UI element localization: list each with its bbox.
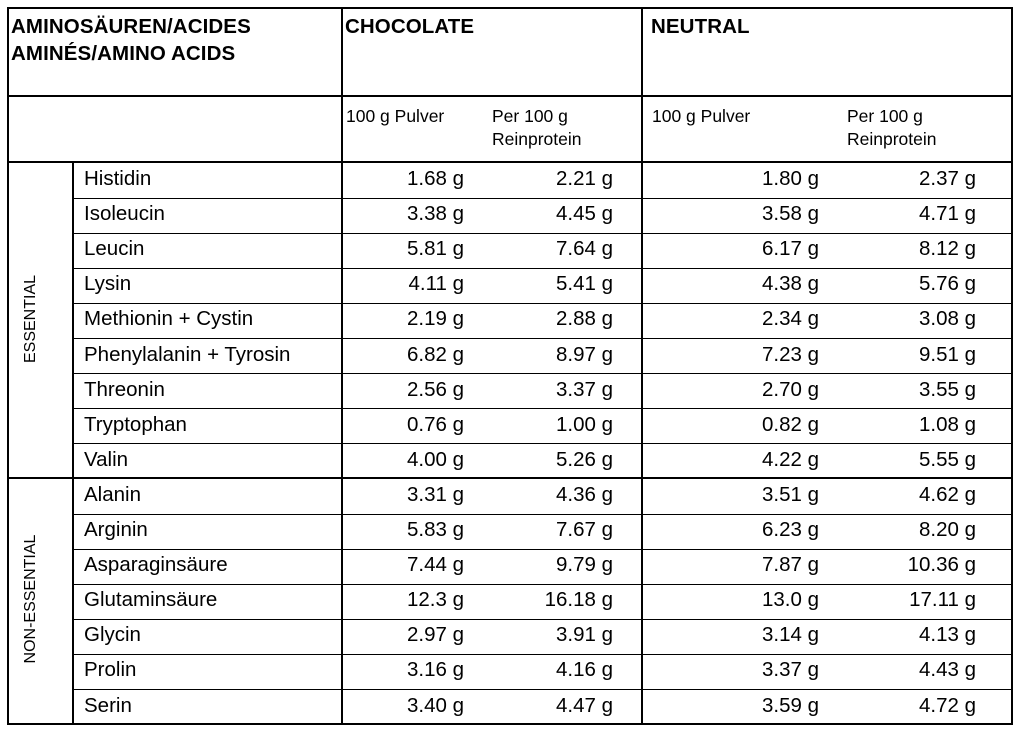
table-row xyxy=(9,409,1011,444)
table-row xyxy=(9,549,1011,584)
amino-acid-table xyxy=(7,7,1013,725)
chocolate-protein-value: 1.00 g xyxy=(556,412,613,436)
chocolate-powder-value: 7.44 g xyxy=(407,553,464,577)
chocolate-protein-value: 16.18 g xyxy=(544,588,613,612)
amino-acid-name: Lysin xyxy=(84,272,132,296)
table-row xyxy=(9,303,1011,338)
neutral-protein-value: 2.37 g xyxy=(919,167,976,190)
table-row xyxy=(9,163,1011,198)
header-divider xyxy=(9,95,1011,97)
chocolate-protein-value: 7.64 g xyxy=(556,237,613,261)
chocolate-powder-value: 4.11 g xyxy=(408,272,464,296)
chocolate-protein-value: 5.41 g xyxy=(556,272,613,296)
chocolate-powder-value: 3.16 g xyxy=(407,658,464,682)
neutral-powder-value: 4.38 g xyxy=(762,272,819,296)
neutral-protein-value: 4.13 g xyxy=(919,623,976,647)
chocolate-powder-value: 1.68 g xyxy=(407,167,464,190)
chocolate-powder-value: 12.3 g xyxy=(407,588,464,612)
chocolate-powder-value: 2.19 g xyxy=(407,307,464,331)
chocolate-protein-value: 4.36 g xyxy=(556,482,613,506)
amino-acid-name: Leucin xyxy=(84,237,145,261)
chocolate-powder-value: 3.38 g xyxy=(407,202,464,226)
amino-acid-name: Asparaginsäure xyxy=(84,553,228,577)
amino-acid-name: Histidin xyxy=(84,167,152,190)
table-row xyxy=(9,233,1011,268)
chocolate-protein-value: 5.26 g xyxy=(556,447,613,471)
header-amino-line1: AMINOSÄUREN/ACIDES xyxy=(11,15,251,38)
neutral-powder-value: 7.23 g xyxy=(762,342,819,366)
neutral-powder-value: 2.34 g xyxy=(762,307,819,331)
amino-acid-name: Methionin + Cystin xyxy=(84,307,254,331)
neutral-powder-value: 3.14 g xyxy=(762,623,819,647)
neutral-protein-value: 3.55 g xyxy=(919,377,976,401)
neutral-powder-value: 6.23 g xyxy=(762,518,819,541)
neutral-protein-value: 8.12 g xyxy=(919,237,976,261)
amino-acid-name: Glutaminsäure xyxy=(84,588,218,612)
table-row xyxy=(9,514,1011,549)
chocolate-powder-value: 2.97 g xyxy=(407,623,464,647)
neutral-protein-value: 5.55 g xyxy=(919,447,976,471)
amino-acid-name: Isoleucin xyxy=(84,202,165,226)
neutral-protein-value: 4.71 g xyxy=(919,202,976,226)
table-row xyxy=(9,268,1011,303)
amino-acid-name: Arginin xyxy=(84,518,148,541)
neutral-protein-value: 8.20 g xyxy=(919,518,976,541)
header-amino-acids xyxy=(11,13,251,67)
neutral-powder-value: 4.22 g xyxy=(762,447,819,471)
amino-acid-name: Prolin xyxy=(84,658,137,682)
table-row xyxy=(9,619,1011,654)
group-label-essential: ESSENTIAL xyxy=(22,274,39,364)
table-row xyxy=(9,584,1011,619)
neutral-powder-value: 0.82 g xyxy=(762,412,819,436)
chocolate-powder-value: 5.81 g xyxy=(407,237,464,261)
amino-acid-name: Threonin xyxy=(84,377,165,401)
neutral-protein-value: 17.11 g xyxy=(909,588,976,612)
chocolate-protein-value: 2.21 g xyxy=(556,167,613,190)
header-chocolate: CHOCOLATE xyxy=(345,15,475,38)
group-label-non-essential: NON-ESSENTIAL xyxy=(22,534,39,664)
neutral-protein-value: 1.08 g xyxy=(919,412,976,436)
neutral-powder-value: 2.70 g xyxy=(762,377,819,401)
subheader-choc-protein-line2: Reinprotein xyxy=(492,129,582,149)
neutral-powder-value: 3.51 g xyxy=(762,482,819,506)
amino-acid-name: Alanin xyxy=(84,482,141,506)
amino-acid-name: Serin xyxy=(84,693,132,717)
subheader-choc-powder: 100 g Pulver xyxy=(346,106,445,126)
subheader-neut-powder: 100 g Pulver xyxy=(652,106,751,126)
table-row xyxy=(9,339,1011,374)
neutral-protein-value: 4.72 g xyxy=(919,693,976,717)
header-amino-line2: AMINÉS/AMINO ACIDS xyxy=(11,42,236,65)
neutral-protein-value: 10.36 g xyxy=(907,553,976,577)
chocolate-powder-value: 2.56 g xyxy=(407,377,464,401)
amino-acid-name: Tryptophan xyxy=(84,412,187,436)
neutral-powder-value: 3.37 g xyxy=(762,658,819,682)
table-row xyxy=(9,374,1011,409)
chocolate-protein-value: 4.16 g xyxy=(556,658,613,682)
neutral-protein-value: 9.51 g xyxy=(919,342,976,366)
subheader-choc-protein-line1: Per 100 g xyxy=(492,106,568,126)
subheader-neut-protein xyxy=(847,105,937,151)
chocolate-protein-value: 7.67 g xyxy=(556,518,613,541)
chocolate-powder-value: 0.76 g xyxy=(407,412,464,436)
chocolate-powder-value: 3.31 g xyxy=(407,482,464,506)
chocolate-protein-value: 4.47 g xyxy=(556,693,613,717)
chocolate-protein-value: 3.91 g xyxy=(556,623,613,647)
table-row xyxy=(9,198,1011,233)
chocolate-protein-value: 4.45 g xyxy=(556,202,613,226)
neutral-protein-value: 4.62 g xyxy=(919,482,976,506)
table-row xyxy=(9,690,1011,725)
neutral-powder-value: 7.87 g xyxy=(762,553,819,577)
subheader-choc-protein xyxy=(492,105,582,151)
chocolate-protein-value: 2.88 g xyxy=(556,307,613,331)
chocolate-protein-value: 3.37 g xyxy=(556,377,613,401)
neutral-powder-value: 3.58 g xyxy=(762,202,819,226)
chocolate-powder-value: 5.83 g xyxy=(407,518,464,541)
amino-acid-name: Phenylalanin + Tyrosin xyxy=(84,342,291,366)
subheader-neut-protein-line2: Reinprotein xyxy=(847,129,937,149)
amino-acid-name: Valin xyxy=(84,447,129,471)
chocolate-powder-value: 6.82 g xyxy=(407,342,464,366)
table-row xyxy=(9,479,1011,514)
table-row xyxy=(9,654,1011,689)
chocolate-protein-value: 9.79 g xyxy=(556,553,613,577)
neutral-powder-value: 3.59 g xyxy=(762,693,819,717)
neutral-protein-value: 4.43 g xyxy=(919,658,976,682)
chocolate-protein-value: 8.97 g xyxy=(556,342,613,366)
neutral-powder-value: 1.80 g xyxy=(762,167,819,190)
chocolate-powder-value: 4.00 g xyxy=(407,447,464,471)
neutral-protein-value: 5.76 g xyxy=(919,272,976,296)
subheader-neut-protein-line1: Per 100 g xyxy=(847,106,923,126)
neutral-powder-value: 6.17 g xyxy=(762,237,819,261)
table-row xyxy=(9,444,1011,479)
neutral-powder-value: 13.0 g xyxy=(762,588,819,612)
amino-acid-name: Glycin xyxy=(84,623,141,647)
header-neutral: NEUTRAL xyxy=(651,15,750,38)
neutral-protein-value: 3.08 g xyxy=(919,307,976,331)
chocolate-powder-value: 3.40 g xyxy=(407,693,464,717)
